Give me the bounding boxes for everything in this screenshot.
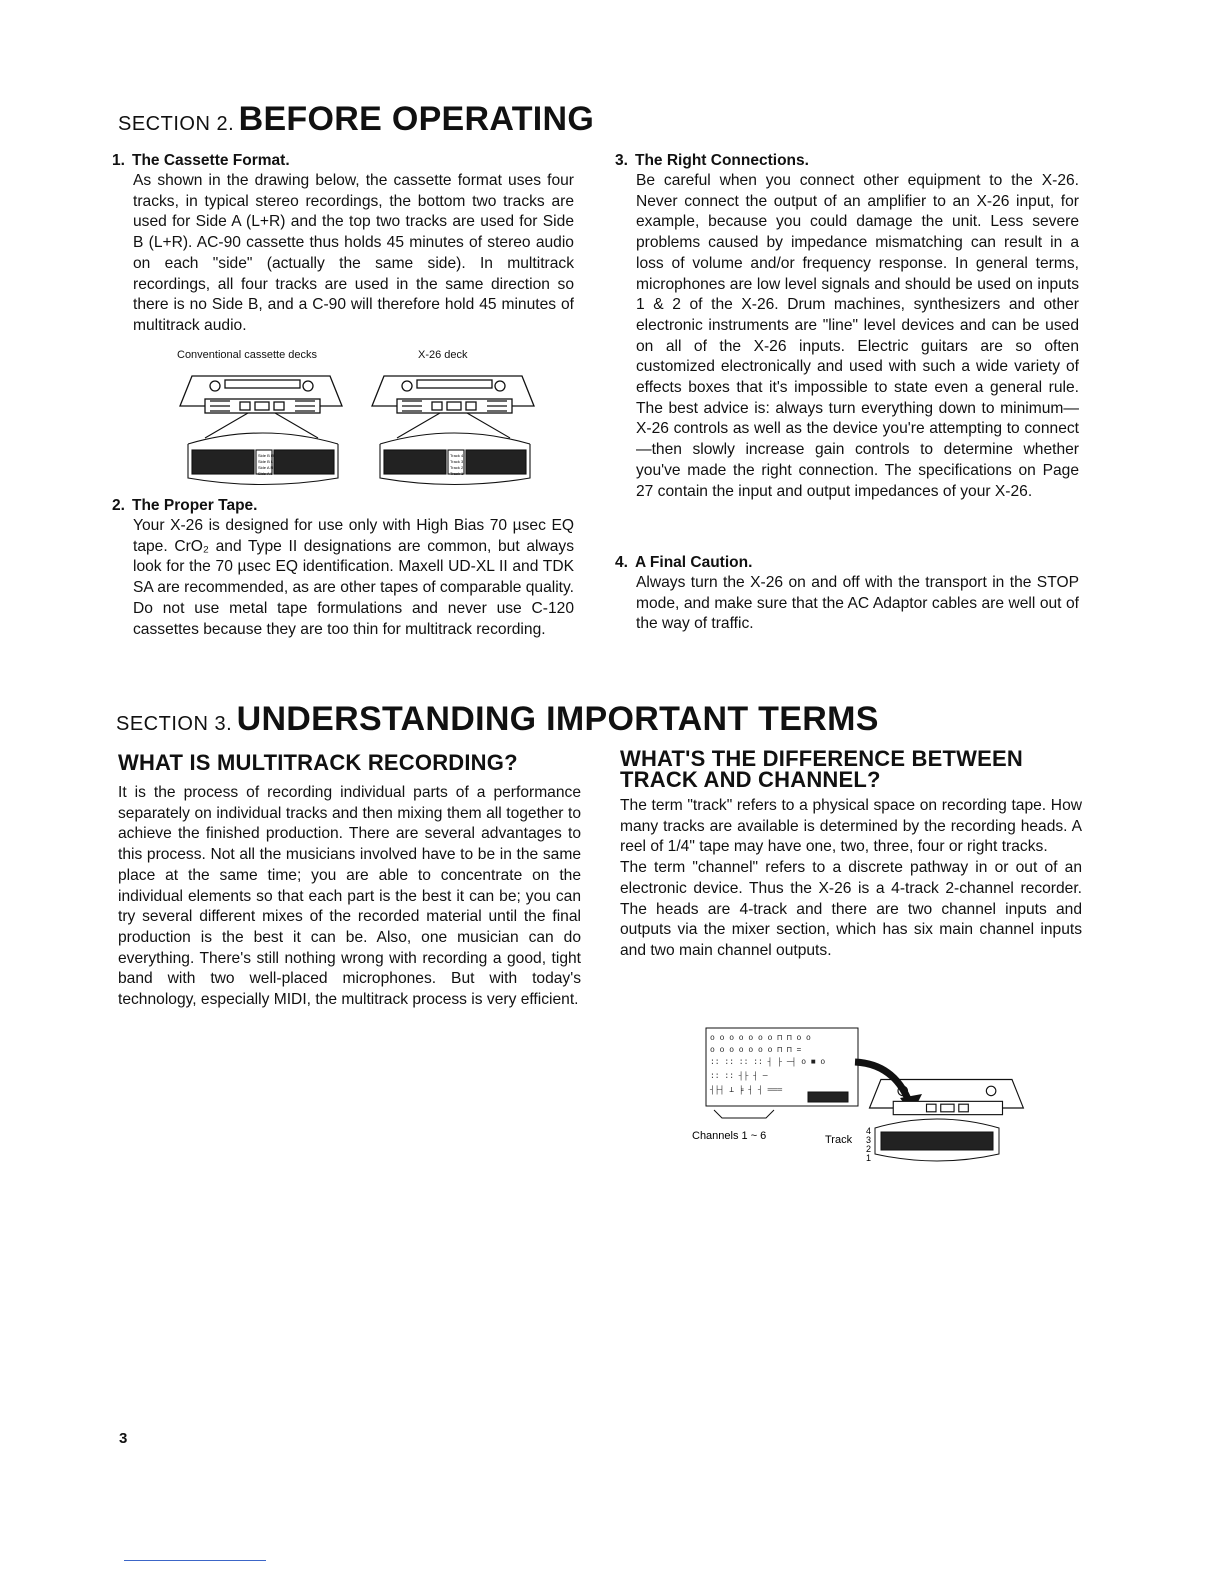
item-title (112, 496, 574, 516)
channels-bracket (714, 1110, 774, 1118)
section-2-label: SECTION 2. (118, 113, 235, 135)
section-2-title: BEFORE OPERATING (238, 100, 595, 138)
left-track-label: Side B R (258, 453, 274, 458)
left-track-label: Side A R (258, 465, 274, 470)
svg-text::: :: ┤├ ┤ ─: :: :: ┤├ ┤ ─ (710, 1072, 768, 1081)
cassette-icon (870, 1080, 1024, 1115)
track-number: 2 (866, 1144, 872, 1154)
right-track-label: Track 3 (450, 459, 464, 464)
track-channel-block (620, 748, 1082, 962)
right-track-label: Track 4 (450, 453, 464, 458)
item-right-connections (615, 151, 1079, 502)
section-3-heading (116, 700, 879, 739)
figure-caption-x26: X-26 deck (418, 349, 468, 361)
track-number: 4 (866, 1126, 872, 1136)
right-track-label: Track 2 (450, 465, 464, 470)
right-track-label: Track 1 (450, 471, 464, 476)
item-title (615, 151, 1079, 171)
conventional-cassette-icon (180, 376, 342, 413)
svg-text::: :: :: :: ┤ ├ ─┤ o ■ o: :: :: :: :: ┤ ├ ─┤ o ■ o (710, 1058, 826, 1067)
item-title (615, 553, 1079, 573)
item-title-text: The Cassette Format. (132, 152, 290, 169)
section-3-label: SECTION 3. (116, 713, 233, 735)
item-title-text: A Final Caution. (635, 554, 753, 571)
item-number: 3. (615, 152, 628, 169)
multitrack-heading: WHAT IS MULTITRACK RECORDING? (118, 750, 518, 775)
track-number: 3 (866, 1135, 872, 1145)
svg-text:o o o o o o o ⊓ ⊓ o o: o o o o o o o ⊓ ⊓ o o (710, 1034, 811, 1043)
x26-cassette-icon (372, 376, 534, 413)
item-body: Your X-26 is designed for use only with High Bias 70 µsec EQ tape. CrO₂ and Type II designations are common, but always look for the 70 µsec EQ identification. Maxell UD-XL II and TDK SA are recommended, as are other tapes of comparable quality. Do not use metal tape formulations and never use C-120 cassettes because they are too thin for multitrack recording. (133, 517, 574, 638)
channels-label: Channels 1 ~ 6 (692, 1130, 767, 1142)
item-title (112, 151, 574, 171)
figure-caption-conventional: Conventional cassette decks (177, 349, 318, 361)
multitrack-body: It is the process of recording individual parts of a performance separately on individual tracks and then mixing them all together to achieve the finished production. There are several advantages to this process. Not all the musicians involved have to be in the same place at the same time; you are able to concentrate on the individual elements so that each part is the best it can be; you can try several different mixes of the recorded material until the final production is the best it can be. Also, one musician can do everything. There's still nothing wrong with recording a good, tight band with two well-placed microphones. But with today's technology, especially MIDI, the multitrack process is very efficient. (118, 784, 581, 1009)
track-channel-heading-line2: TRACK AND CHANNEL? (620, 767, 881, 792)
item-body: As shown in the drawing below, the cassette format uses four tracks, in typical stereo recordings, the bottom two tracks are used for Side A (L+R) and the top two tracks are used for Side B (L+R). AC-90 cassette thus holds 45 minutes of stereo audio on each "side" (actually the same side). In multitrack recordings, all four tracks are used in the same direction so there is no Side B, and a C-90 will therefore hold 45 minutes of multitrack audio. (133, 172, 574, 334)
cassette-format-figure (170, 366, 550, 486)
track-definition: The term "track" refers to a physical space on recording tape. How many tracks are available is determined by the recording heads. A reel of 1/4" tape may have one, two, three, four or right tracks. (620, 797, 1082, 856)
svg-text:┤├┤ ⊥ ╞ ┤ ┤ ═══: ┤├┤ ⊥ ╞ ┤ ┤ ═══ (710, 1086, 783, 1095)
item-cassette-format (112, 151, 574, 337)
section-2-heading (118, 100, 594, 139)
left-track-label: Side A L (258, 471, 273, 476)
item-number: 4. (615, 554, 628, 571)
section-3-title: UNDERSTANDING IMPORTANT TERMS (236, 700, 879, 738)
track-channel-heading-line1: WHAT'S THE DIFFERENCE BETWEEN (620, 746, 1023, 771)
item-proper-tape (112, 496, 574, 640)
item-title-text: The Right Connections. (635, 152, 809, 169)
left-track-label: Side B L (258, 459, 274, 464)
footer-rule (124, 1560, 266, 1561)
svg-text:o o o o o o o ⊓ ⊓ =: o o o o o o o ⊓ ⊓ = (710, 1046, 802, 1055)
track-number: 1 (866, 1153, 872, 1163)
multitrack-recording-block (118, 752, 581, 1011)
item-body: Always turn the X-26 on and off with the transport in the STOP mode, and make sure that the AC Adaptor cables are well out of the way of traffic. (636, 574, 1079, 633)
mixer-panel-icon (706, 1028, 858, 1106)
item-number: 1. (112, 152, 125, 169)
tape-reel-icon (875, 1119, 999, 1161)
track-label: Track (825, 1134, 853, 1146)
page-number: 3 (119, 1430, 128, 1447)
channel-definition: The term "channel" refers to a discrete pathway in or out of an electronic device. Thus the X-26 is a 4-track 2-channel recorder. The heads are 4-track and there are two channel inputs and outputs via the mixer section, which has six main channel inputs and two main channel outputs. (620, 859, 1082, 959)
mixer-to-tape-figure (692, 1022, 1020, 1172)
item-final-caution (615, 553, 1079, 635)
item-body: Be careful when you connect other equipment to the X-26. Never connect the output of an amplifier to an X-26 input, for example, because you could damage the unit. Less severe problems caused by impedance mismatching can result in a loss of volume and/or frequency response. In general terms, microphones are low level signals and should be used on inputs 1 & 2 of the X-26. Drum machines, synthesizers and other electronic instruments are "line" level devices and can be used on all of the X-26 inputs. Electric guitars are so often customized electronically and used with such a wide variety of effects boxes that it's impossible to state even a general rule. The best advice is: always turn everything down to minimum—X-26 controls as well as the device you're attempting to connect—then slowly increase gain controls to determine whether you've made the right connection. The specifications on Page 27 contain the input and output impedances of your X-26. (636, 172, 1079, 500)
item-title-text: The Proper Tape. (132, 497, 258, 514)
item-number: 2. (112, 497, 125, 514)
